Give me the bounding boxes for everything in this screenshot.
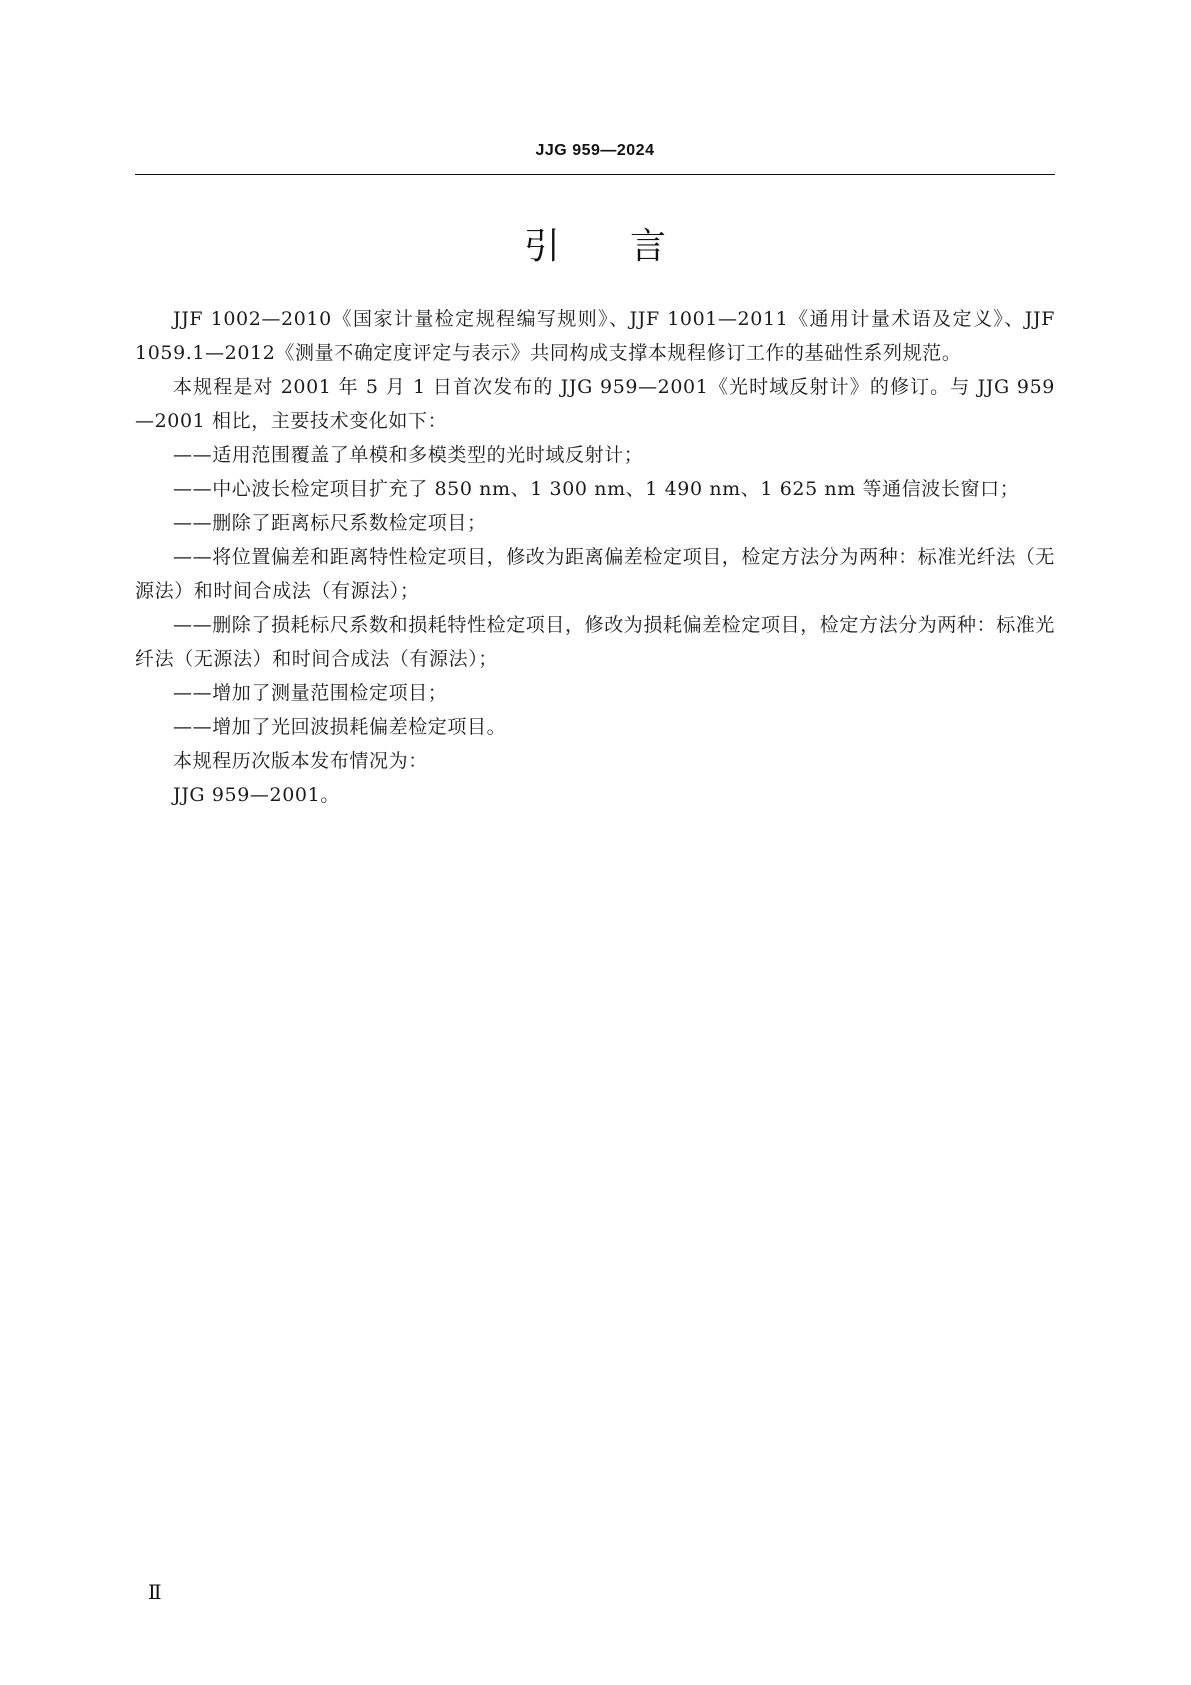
paragraph-previous-version: JJG 959—2001。: [173, 784, 340, 806]
list-item-distance-scale: ——删除了距离标尺系数检定项目；: [173, 512, 487, 534]
list-item-distance-deviation: ——将位置偏差和距离特性检定项目，修改为距离偏差检定项目，检定方法分为两种：标准光纤法（无源法）和时间合成法（有源法）；: [135, 546, 1056, 602]
list-item-loss-deviation: ——删除了损耗标尺系数和损耗特性检定项目，修改为损耗偏差检定项目，检定方法分为两种：标准光纤法（无源法）和时间合成法（有源法）；: [135, 614, 1056, 670]
paragraph-revision: 本规程是对 2001 年 5 月 1 日首次发布的 JJG 959—2001《光时域反射计》的修订。与 JJG 959—2001 相比，主要技术变化如下：: [135, 376, 1055, 432]
header-rule: [135, 174, 1055, 175]
list-item-return-loss: ——增加了光回波损耗偏差检定项目。: [173, 716, 507, 738]
paragraph-intro: JJF 1002—2010《国家计量检定规程编写规则》、JJF 1001—2011《通用计量术语及定义》、JJF 1059.1—2012《测量不确定度评定与表示》共同构成支撑本规程修订工作的基础性系列规范。: [135, 308, 1055, 364]
list-item-scope: ——适用范围覆盖了单模和多模类型的光时域反射计；: [173, 444, 644, 466]
body-text: [135, 302, 1055, 812]
running-header: JJG 959—2024: [535, 142, 655, 159]
list-item-measurement-range: ——增加了测量范围检定项目；: [173, 682, 448, 704]
list-item-wavelength: ——中心波长检定项目扩充了 850 nm、1 300 nm、1 490 nm、1 625 nm 等通信波长窗口；: [173, 478, 1020, 500]
paragraph-history: 本规程历次版本发布情况为：: [173, 750, 428, 772]
page-number: Ⅱ: [148, 1580, 162, 1604]
page-title: 引言: [523, 226, 736, 267]
